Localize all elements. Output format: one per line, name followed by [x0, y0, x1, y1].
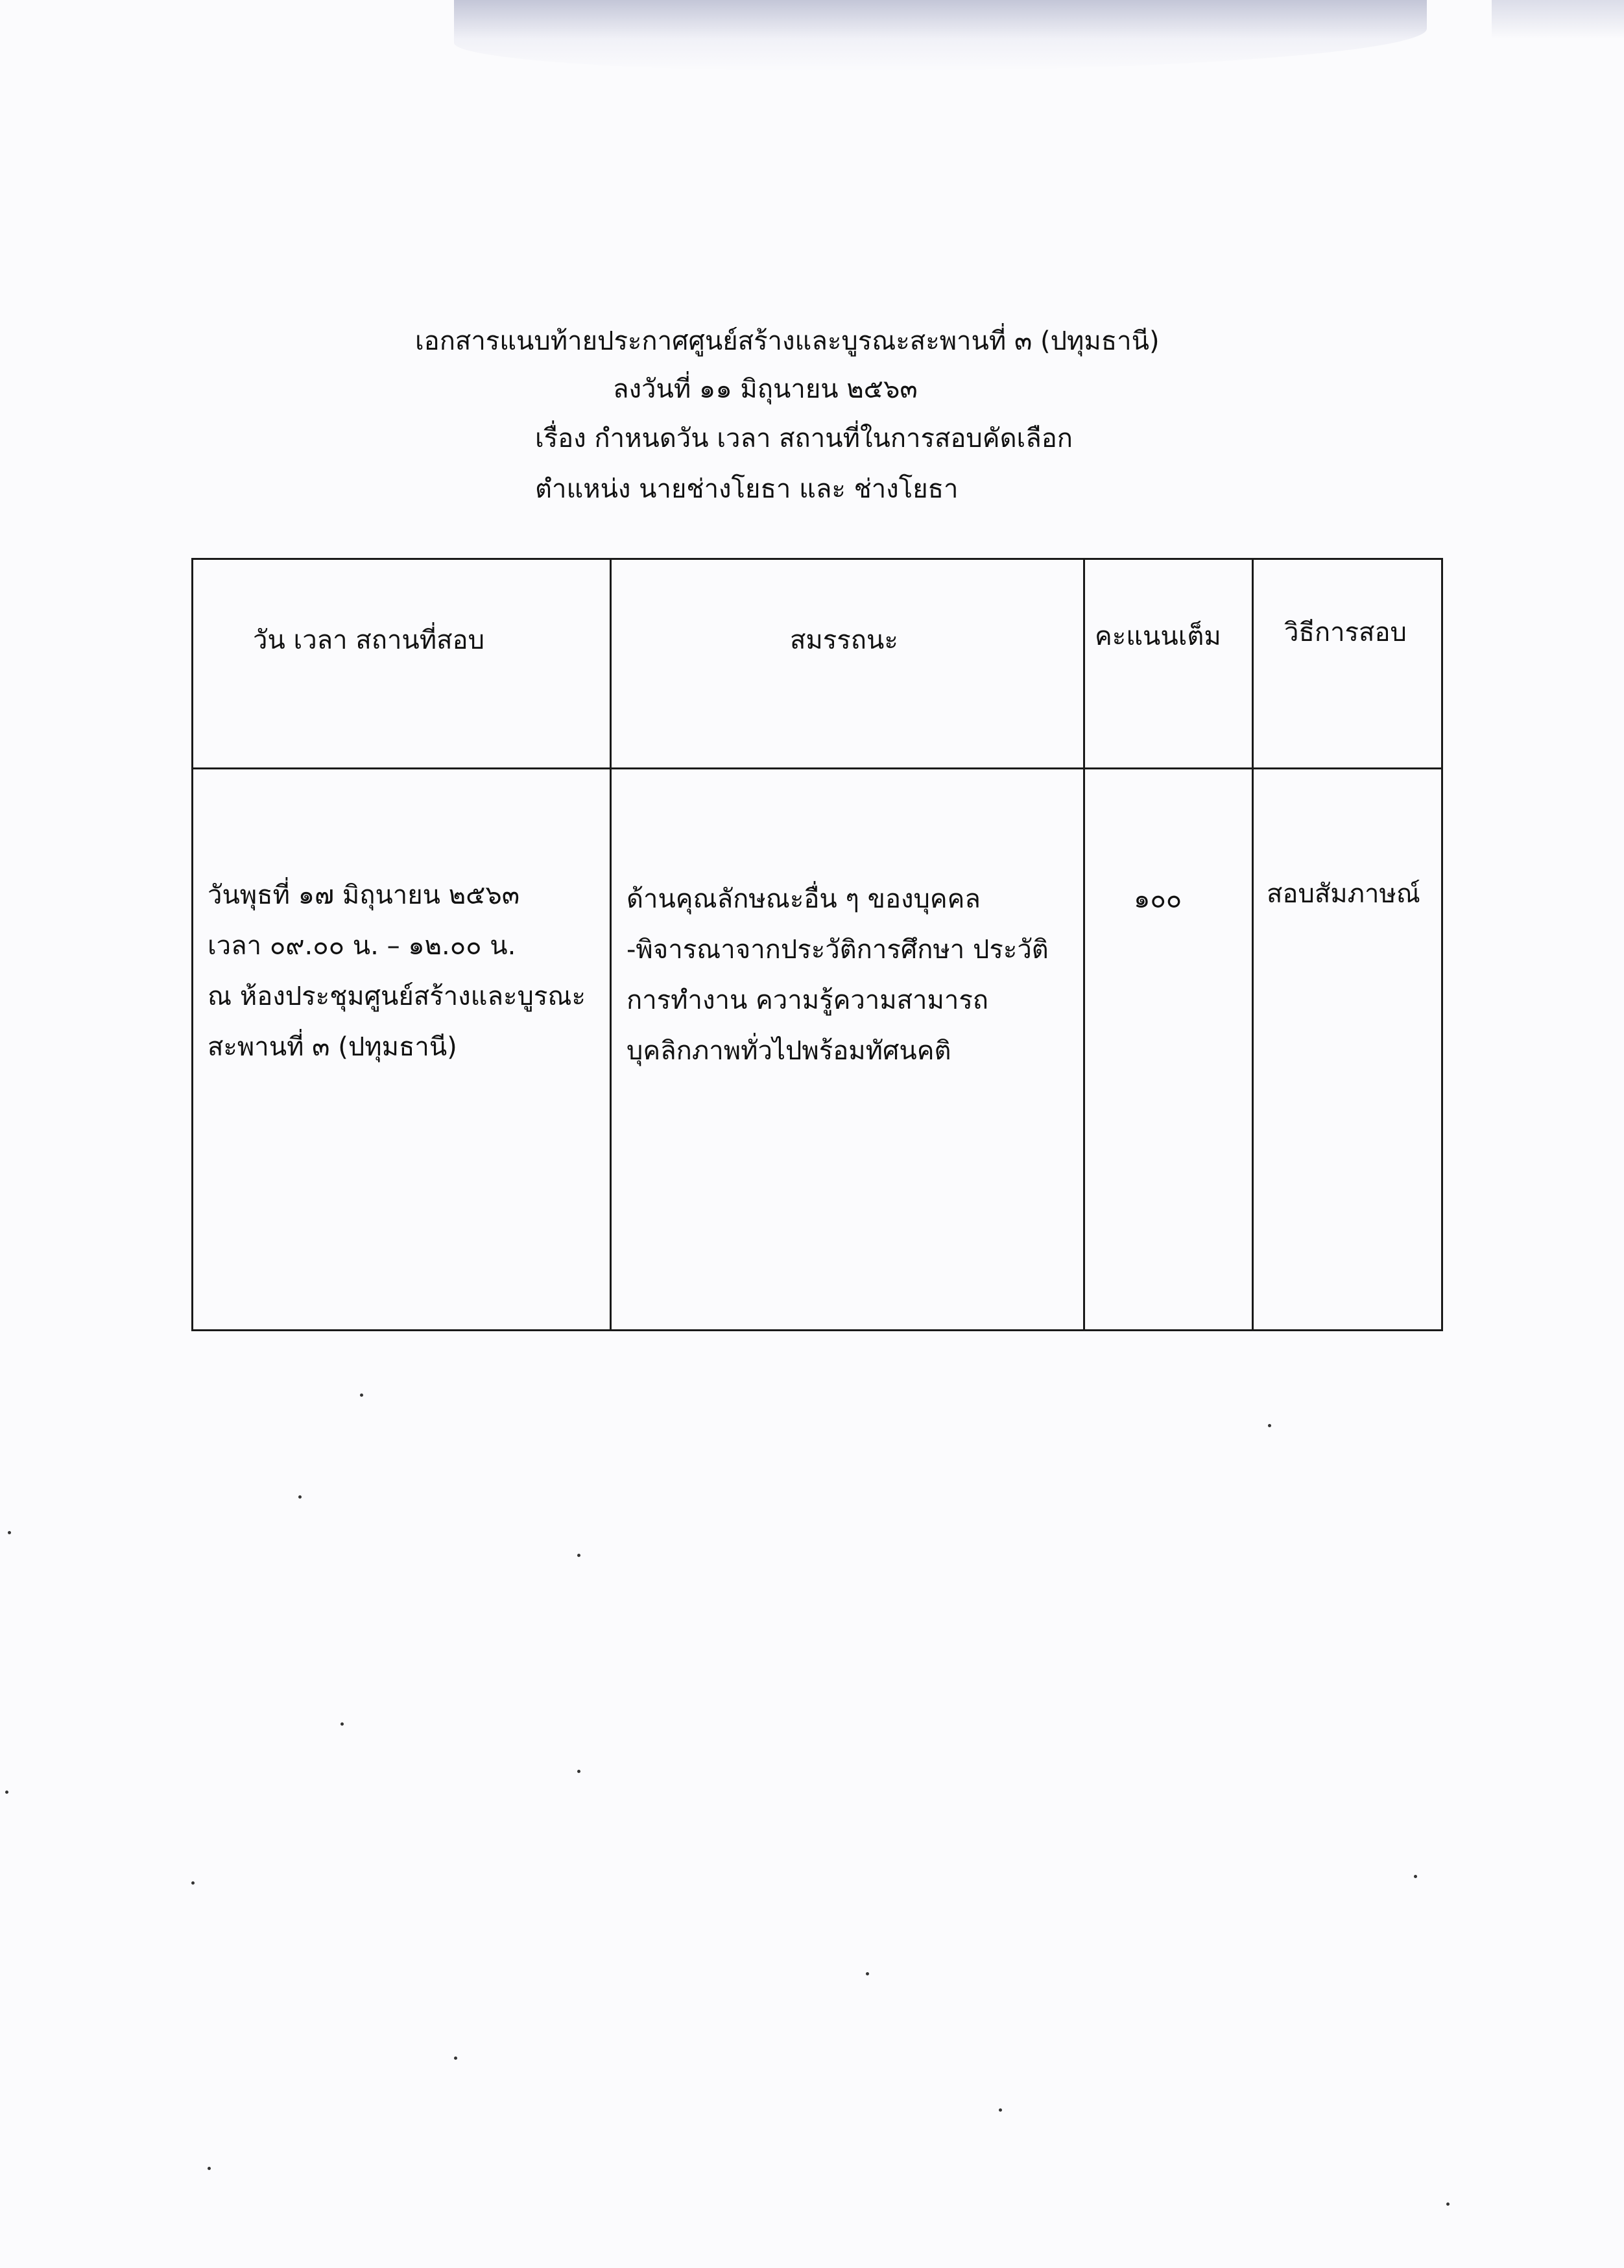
column-divider [610, 560, 612, 1329]
scan-speck [866, 1972, 869, 1975]
header-date: ลงวันที่ ๑๑ มิถุนายน ๒๕๖๓ [613, 374, 918, 404]
column-divider [1083, 560, 1085, 1329]
competency-line: บุคลิกภาพทั่วไปพร้อมทัศนคติ [627, 1036, 951, 1066]
column-header-competency: สมรรถนะ [790, 625, 898, 655]
scan-speck [298, 1495, 302, 1499]
scan-speck [191, 1881, 195, 1885]
scan-speck [1414, 1875, 1417, 1878]
scan-speck [8, 1531, 11, 1534]
competency-line: การทำงาน ความรู้ความสามารถ [627, 985, 989, 1015]
header-row-divider [193, 767, 1441, 769]
column-header-schedule: วัน เวลา สถานที่สอบ [253, 625, 484, 655]
schedule-place: ณ ห้องประชุมศูนย์สร้างและบูรณะ [208, 982, 586, 1011]
scan-speck [5, 1791, 8, 1794]
method-value: สอบสัมภาษณ์ [1267, 879, 1420, 909]
schedule-date: วันพุธที่ ๑๗ มิถุนายน ๒๕๖๓ [208, 880, 520, 910]
exam-schedule-table [191, 558, 1443, 1331]
scan-speck [208, 2167, 211, 2170]
header-title: เอกสารแนบท้ายประกาศศูนย์สร้างและบูรณะสะพานที่ ๓ (ปทุมธานี) [415, 326, 1160, 356]
schedule-time: เวลา ๐๙.๐๐ น. – ๑๒.๐๐ น. [208, 931, 516, 961]
scan-speck [1268, 1424, 1271, 1427]
column-header-full-score: คะแนนเต็ม [1095, 621, 1221, 651]
scan-speck [999, 2108, 1002, 2112]
schedule-place-cont: สะพานที่ ๓ (ปทุมธานี) [208, 1032, 457, 1062]
scan-speck [577, 1554, 580, 1557]
competency-line: ด้านคุณลักษณะอื่น ๆ ของบุคคล [627, 884, 981, 914]
scan-speck [1446, 2202, 1450, 2206]
header-subject: เรื่อง กำหนดวัน เวลา สถานที่ในการสอบคัดเลือก [535, 424, 1073, 453]
scan-speck [454, 2057, 457, 2060]
scan-shadow-top [454, 0, 1427, 71]
full-score-value: ๑๐๐ [1134, 884, 1182, 914]
scan-speck [577, 1770, 580, 1773]
column-divider [1252, 560, 1254, 1329]
competency-line: -พิจารณาจากประวัติการศึกษา ประวัติ [627, 935, 1049, 965]
column-header-method: วิธีการสอบ [1284, 618, 1407, 647]
scan-speck [360, 1393, 363, 1397]
scan-shadow-right [1492, 0, 1624, 39]
header-position: ตำแหน่ง นายช่างโยธา และ ช่างโยธา [535, 474, 959, 504]
scan-speck [340, 1722, 344, 1726]
